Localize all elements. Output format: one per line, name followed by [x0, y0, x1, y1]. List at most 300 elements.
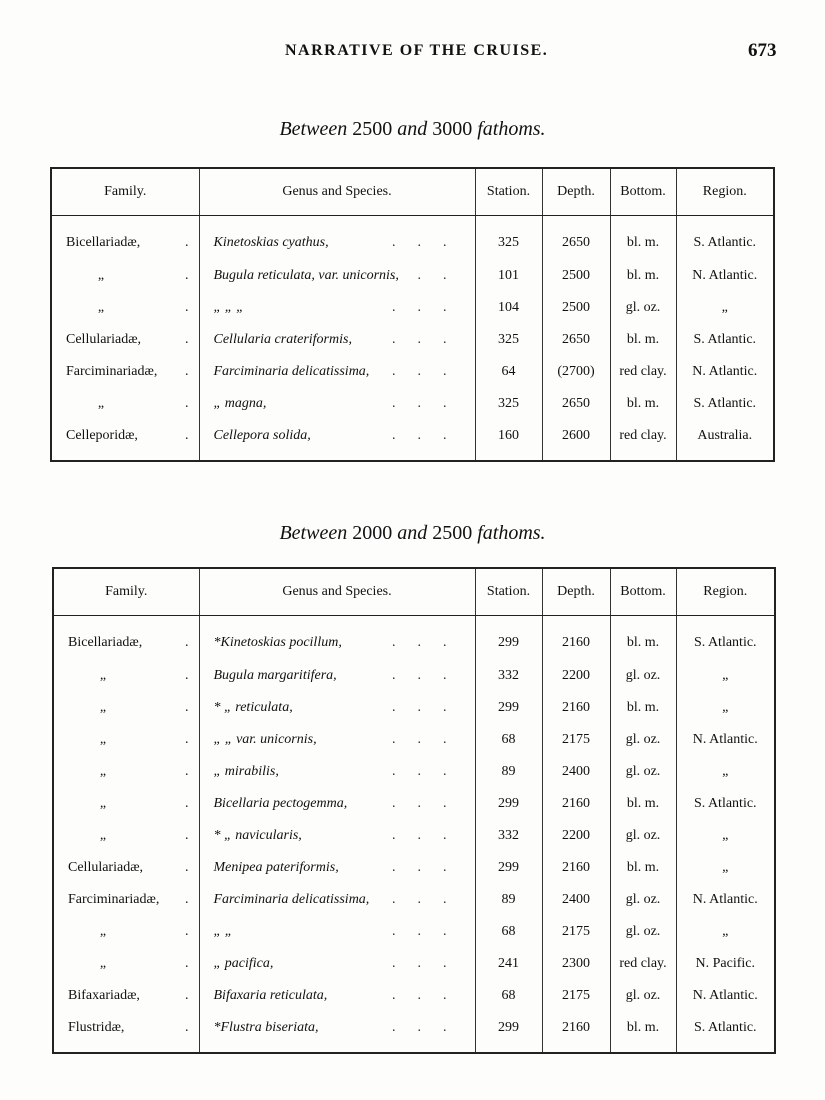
leader-dot: .: [185, 796, 189, 811]
depth-cell-text: 2160: [562, 700, 590, 715]
family-cell-text: Bicellariadæ,: [68, 635, 143, 650]
depth-cell: [542, 980, 610, 1012]
section1-heading: [0, 118, 825, 141]
region-cell-text: N. Atlantic.: [692, 268, 758, 283]
region-cell-text: N. Atlantic.: [692, 988, 758, 1003]
heading-unit: fathoms.: [477, 522, 546, 544]
bottom-cell: [610, 948, 676, 980]
station-cell-text: 299: [498, 860, 519, 875]
region-cell-text: „: [722, 860, 729, 875]
species-cell-text: Cellularia crateriformis,: [213, 332, 352, 347]
station-cell: [475, 948, 542, 980]
region-cell: [676, 820, 775, 852]
station-cell-text: 101: [498, 268, 519, 283]
station-cell: [475, 820, 542, 852]
station-cell-text: 89: [501, 764, 516, 779]
station-cell-text: 104: [498, 300, 519, 315]
bottom-cell-text: red clay.: [619, 428, 667, 443]
station-cell-text: 332: [498, 828, 519, 843]
leader-dots: ...: [392, 668, 469, 683]
bottom-cell: [610, 788, 676, 820]
station-cell: [475, 916, 542, 948]
species-cell-text: Bicellaria pectogemma,: [213, 796, 348, 811]
region-cell: [676, 420, 774, 461]
family-cell: [53, 724, 199, 756]
station-cell: [475, 788, 542, 820]
depth-cell-text: 2200: [562, 668, 590, 683]
depth-cell-text: 2175: [562, 732, 590, 747]
leader-dot: .: [185, 1020, 189, 1035]
depth-cell-text: 2500: [562, 300, 590, 315]
region-cell: [676, 292, 774, 324]
heading-from: 2500: [352, 118, 393, 140]
region-cell: [676, 260, 774, 292]
bottom-cell-text: bl. m.: [626, 796, 660, 811]
family-cell: [51, 260, 199, 292]
region-cell: [676, 660, 775, 692]
page-number: 673: [748, 40, 777, 61]
region-cell-text: „: [722, 668, 729, 683]
region-cell-text: S. Atlantic.: [693, 332, 757, 347]
region-cell: [676, 356, 774, 388]
station-cell-text: 68: [501, 988, 516, 1003]
leader-dots: ...: [392, 828, 469, 843]
family-cell: [53, 852, 199, 884]
table-row: [51, 356, 774, 388]
species-cell-text: Cellepora solida,: [213, 428, 311, 443]
family-cell-text: Bifaxariadæ,: [68, 988, 140, 1003]
family-cell: [51, 420, 199, 461]
leader-dot: .: [185, 764, 189, 779]
depth-cell: [542, 660, 610, 692]
section1-table: [50, 167, 775, 462]
heading-to: 2500: [432, 522, 473, 544]
leader-dot: .: [185, 988, 189, 1003]
heading-and: and: [397, 118, 428, 140]
region-cell-text: „: [721, 300, 728, 315]
family-cell: [53, 616, 199, 661]
bottom-cell: [610, 820, 676, 852]
bottom-cell: [610, 756, 676, 788]
depth-cell-text: 2160: [562, 1020, 590, 1035]
bottom-cell: [610, 692, 676, 724]
bottom-cell: [610, 260, 676, 292]
region-cell-text: N. Atlantic.: [692, 364, 758, 379]
region-cell-text: S. Atlantic.: [693, 396, 757, 411]
region-cell: [676, 388, 774, 420]
table-row: [51, 324, 774, 356]
species-cell: [199, 788, 475, 820]
family-cell: [53, 948, 199, 980]
region-cell: [676, 1012, 775, 1053]
family-cell-text: Celleporidæ,: [66, 428, 138, 443]
leader-dot: .: [185, 732, 189, 747]
heading-from: 2000: [352, 522, 393, 544]
leader-dots: ...: [392, 892, 469, 907]
bottom-cell-text: bl. m.: [626, 268, 660, 283]
bottom-cell: [610, 356, 676, 388]
station-cell: [475, 616, 542, 661]
station-cell: [475, 884, 542, 916]
family-cell-text: „: [99, 700, 107, 715]
depth-cell: [542, 356, 610, 388]
bottom-cell: [610, 884, 676, 916]
region-cell-text: „: [722, 924, 729, 939]
depth-cell-text: 2500: [562, 268, 590, 283]
species-cell-text: „ „ var. unicornis,: [213, 732, 317, 747]
bottom-cell-text: gl. oz.: [625, 300, 661, 315]
station-cell: [475, 260, 542, 292]
leader-dot: .: [185, 268, 189, 283]
depth-cell: [542, 916, 610, 948]
station-cell-text: 68: [501, 924, 516, 939]
col-family: Family.: [51, 168, 199, 216]
species-cell-text: Bugula margaritifera,: [213, 668, 337, 683]
region-cell-text: S. Atlantic.: [693, 635, 757, 650]
leader-dots: ...: [392, 428, 469, 443]
species-cell-text: Kinetoskias cyathus,: [213, 235, 329, 250]
region-cell: [676, 216, 774, 261]
station-cell: [475, 692, 542, 724]
family-cell-text: „: [99, 764, 107, 779]
species-cell-text: Farciminaria delicatissima,: [213, 892, 370, 907]
leader-dots: ...: [392, 796, 469, 811]
leader-dots: ...: [392, 1020, 469, 1035]
species-cell: [199, 1012, 475, 1053]
table-row: [51, 260, 774, 292]
species-cell: [199, 692, 475, 724]
bottom-cell-text: red clay.: [619, 956, 667, 971]
species-cell-text: Bifaxaria reticulata,: [213, 988, 328, 1003]
leader-dot: .: [185, 635, 189, 650]
family-cell: [53, 916, 199, 948]
bottom-cell-text: bl. m.: [626, 332, 660, 347]
family-cell: [51, 388, 199, 420]
region-cell: [676, 724, 775, 756]
col-bottom: Bottom.: [610, 168, 676, 216]
depth-cell: [542, 388, 610, 420]
table-row: [53, 660, 775, 692]
region-cell-text: Australia.: [697, 428, 753, 443]
depth-cell-text: 2300: [562, 956, 590, 971]
station-cell-text: 325: [498, 332, 519, 347]
bottom-cell-text: red clay.: [619, 364, 667, 379]
depth-cell-text: 2160: [562, 796, 590, 811]
col-depth: Depth.: [542, 168, 610, 216]
family-cell: [53, 692, 199, 724]
family-cell: [53, 756, 199, 788]
family-cell-text: „: [99, 924, 107, 939]
heading-to: 3000: [432, 118, 473, 140]
family-cell: [53, 788, 199, 820]
region-cell: [676, 916, 775, 948]
depth-cell: [542, 820, 610, 852]
depth-cell: [542, 292, 610, 324]
species-cell: [199, 616, 475, 661]
header-row: [51, 168, 774, 216]
table-row: [53, 948, 775, 980]
depth-cell-text: 2400: [562, 892, 590, 907]
family-cell-text: „: [97, 268, 105, 283]
bottom-cell-text: gl. oz.: [625, 828, 661, 843]
leader-dots: ...: [392, 396, 469, 411]
heading-and: and: [397, 522, 428, 544]
depth-cell: [542, 324, 610, 356]
species-cell-text: * „ reticulata,: [213, 700, 293, 715]
col-species: Genus and Species.: [199, 168, 475, 216]
depth-cell-text: 2175: [562, 924, 590, 939]
bottom-cell: [610, 216, 676, 261]
col-species: Genus and Species.: [199, 568, 475, 616]
depth-cell-text: 2650: [562, 235, 590, 250]
leader-dots: ...: [392, 364, 469, 379]
station-cell-text: 68: [501, 732, 516, 747]
depth-cell-text: 2650: [562, 332, 590, 347]
species-cell-text: Bugula reticulata, var. unicornis,: [213, 268, 399, 283]
col-region: Region.: [676, 168, 774, 216]
depth-cell-text: 2400: [562, 764, 590, 779]
leader-dots: ...: [392, 300, 469, 315]
station-cell-text: 332: [498, 668, 519, 683]
table-row: [51, 388, 774, 420]
region-cell-text: N. Atlantic.: [692, 732, 758, 747]
bottom-cell-text: gl. oz.: [625, 988, 661, 1003]
bottom-cell-text: bl. m.: [626, 1020, 660, 1035]
running-head: [0, 42, 825, 72]
bottom-cell: [610, 616, 676, 661]
family-cell: [53, 980, 199, 1012]
region-cell: [676, 756, 775, 788]
region-cell: [676, 852, 775, 884]
family-cell: [51, 292, 199, 324]
table-row: [53, 820, 775, 852]
family-cell-text: „: [99, 732, 107, 747]
region-cell-text: N. Pacific.: [695, 956, 755, 971]
region-cell-text: S. Atlantic.: [693, 1020, 757, 1035]
leader-dot: .: [185, 700, 189, 715]
table-row: [53, 884, 775, 916]
family-cell-text: Bicellariadæ,: [66, 235, 141, 250]
family-cell: [53, 1012, 199, 1053]
species-cell-text: Menipea pateriformis,: [213, 860, 339, 875]
table-row: [53, 788, 775, 820]
region-cell-text: „: [722, 828, 729, 843]
species-cell: [199, 884, 475, 916]
species-cell-text: „ mirabilis,: [213, 764, 279, 779]
table-row: [51, 216, 774, 261]
bottom-cell: [610, 420, 676, 461]
region-cell-text: S. Atlantic.: [693, 796, 757, 811]
depth-cell: [542, 260, 610, 292]
leader-dot: .: [185, 860, 189, 875]
station-cell-text: 89: [501, 892, 516, 907]
region-cell-text: „: [722, 700, 729, 715]
table-row: [53, 724, 775, 756]
station-cell: [475, 756, 542, 788]
family-cell-text: Cellulariadæ,: [68, 860, 144, 875]
station-cell: [475, 1012, 542, 1053]
depth-cell: [542, 948, 610, 980]
family-cell: [53, 884, 199, 916]
leader-dots: ...: [392, 860, 469, 875]
depth-cell-text: 2650: [562, 396, 590, 411]
depth-cell-text: (2700): [557, 364, 595, 379]
bottom-cell: [610, 324, 676, 356]
bottom-cell-text: bl. m.: [626, 396, 660, 411]
station-cell-text: 325: [498, 396, 519, 411]
col-depth: Depth.: [542, 568, 610, 616]
bottom-cell: [610, 660, 676, 692]
station-cell: [475, 388, 542, 420]
family-cell: [51, 356, 199, 388]
species-cell: [199, 916, 475, 948]
species-cell-text: * „ navicularis,: [213, 828, 302, 843]
leader-dot: .: [185, 956, 189, 971]
species-cell: [199, 388, 475, 420]
table-row: [53, 692, 775, 724]
running-title: NARRATIVE OF THE CRUISE.: [285, 42, 549, 59]
station-cell: [475, 216, 542, 261]
station-cell: [475, 292, 542, 324]
region-cell: [676, 692, 775, 724]
family-cell: [53, 820, 199, 852]
leader-dots: ...: [392, 956, 469, 971]
depth-cell: [542, 616, 610, 661]
bottom-cell: [610, 980, 676, 1012]
region-cell-text: „: [722, 764, 729, 779]
table-row: [51, 420, 774, 461]
station-cell-text: 299: [498, 635, 519, 650]
bottom-cell-text: bl. m.: [626, 860, 660, 875]
region-cell: [676, 884, 775, 916]
bottom-cell: [610, 388, 676, 420]
leader-dot: .: [185, 235, 189, 250]
species-cell-text: „ pacifica,: [213, 956, 274, 971]
table-row: [53, 980, 775, 1012]
station-cell-text: 299: [498, 1020, 519, 1035]
bottom-cell-text: bl. m.: [626, 235, 660, 250]
station-cell-text: 299: [498, 796, 519, 811]
family-cell: [51, 216, 199, 261]
station-cell: [475, 980, 542, 1012]
species-cell-text: „ magna,: [213, 396, 267, 411]
leader-dots: ...: [392, 268, 469, 283]
family-cell-text: „: [97, 300, 105, 315]
species-cell: [199, 852, 475, 884]
station-cell: [475, 852, 542, 884]
region-cell: [676, 980, 775, 1012]
table-row: [53, 756, 775, 788]
station-cell: [475, 324, 542, 356]
region-cell: [676, 616, 775, 661]
col-bottom: Bottom.: [610, 568, 676, 616]
table-row: [53, 1012, 775, 1053]
heading-prefix: Between: [279, 522, 348, 544]
species-cell-text: Farciminaria delicatissima,: [213, 364, 370, 379]
station-cell-text: 241: [498, 956, 519, 971]
col-station: Station.: [475, 168, 542, 216]
table-row: [53, 852, 775, 884]
depth-cell: [542, 724, 610, 756]
leader-dot: .: [185, 396, 189, 411]
table-row: [53, 916, 775, 948]
region-cell: [676, 948, 775, 980]
bottom-cell-text: bl. m.: [626, 700, 660, 715]
leader-dots: ...: [392, 732, 469, 747]
station-cell: [475, 356, 542, 388]
heading-unit: fathoms.: [477, 118, 546, 140]
family-cell: [53, 660, 199, 692]
station-cell-text: 299: [498, 700, 519, 715]
depth-cell: [542, 884, 610, 916]
bottom-cell: [610, 1012, 676, 1053]
bottom-cell: [610, 852, 676, 884]
col-family: Family.: [53, 568, 199, 616]
leader-dot: .: [185, 828, 189, 843]
depth-cell: [542, 852, 610, 884]
bottom-cell: [610, 916, 676, 948]
species-cell-text: *Flustra biseriata,: [213, 1020, 319, 1035]
species-cell: [199, 216, 475, 261]
leader-dots: ...: [392, 764, 469, 779]
family-cell-text: Cellulariadæ,: [66, 332, 142, 347]
species-cell: [199, 820, 475, 852]
leader-dot: .: [185, 428, 189, 443]
family-cell-text: „: [97, 396, 105, 411]
depth-cell-text: 2600: [562, 428, 590, 443]
station-cell: [475, 724, 542, 756]
bottom-cell-text: gl. oz.: [625, 668, 661, 683]
family-cell-text: „: [99, 828, 107, 843]
region-cell-text: S. Atlantic.: [693, 235, 757, 250]
depth-cell: [542, 216, 610, 261]
station-cell: [475, 420, 542, 461]
leader-dot: .: [185, 364, 189, 379]
station-cell-text: 325: [498, 235, 519, 250]
leader-dots: ...: [392, 235, 469, 250]
leader-dot: .: [185, 332, 189, 347]
depth-cell-text: 2200: [562, 828, 590, 843]
leader-dots: ...: [392, 700, 469, 715]
region-cell: [676, 324, 774, 356]
species-cell: [199, 420, 475, 461]
species-cell: [199, 356, 475, 388]
depth-cell-text: 2175: [562, 988, 590, 1003]
bottom-cell-text: gl. oz.: [625, 764, 661, 779]
table-row: [51, 292, 774, 324]
depth-cell: [542, 1012, 610, 1053]
station-cell: [475, 660, 542, 692]
depth-cell: [542, 788, 610, 820]
leader-dot: .: [185, 924, 189, 939]
col-region: Region.: [676, 568, 775, 616]
family-cell-text: „: [99, 796, 107, 811]
species-cell: [199, 756, 475, 788]
section2-heading: [0, 522, 825, 545]
family-cell-text: „: [99, 668, 107, 683]
species-cell: [199, 324, 475, 356]
bottom-cell: [610, 292, 676, 324]
species-cell: [199, 292, 475, 324]
region-cell-text: N. Atlantic.: [692, 892, 758, 907]
family-cell-text: Farciminariadæ,: [68, 892, 160, 907]
bottom-cell: [610, 724, 676, 756]
leader-dots: ...: [392, 924, 469, 939]
leader-dots: ...: [392, 635, 469, 650]
species-cell-text: *Kinetoskias pocillum,: [213, 635, 342, 650]
table-row: [53, 616, 775, 661]
region-cell: [676, 788, 775, 820]
